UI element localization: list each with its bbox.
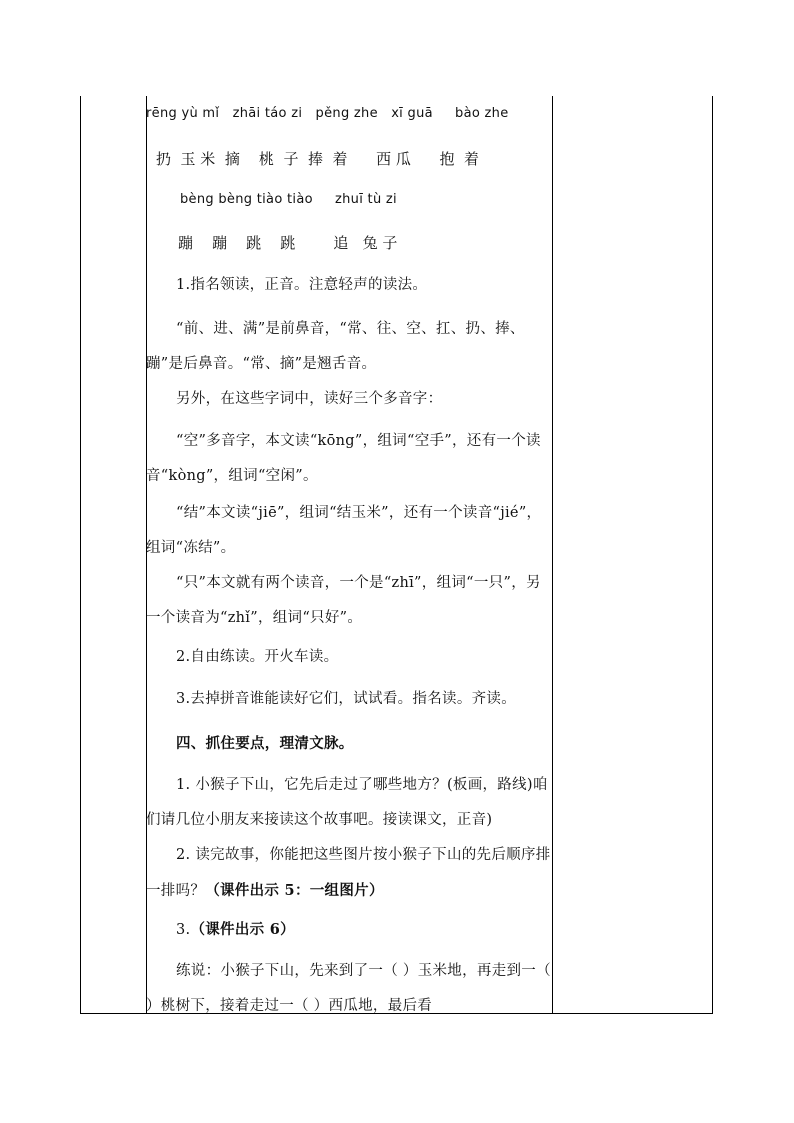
hanzi-row-1: 扔 玉 米 摘 桃 子 捧 着 西 瓜 抱 着 (156, 150, 480, 168)
paragraph-10-text: 2. 读完故事，你能把这些图片按小猴子下山的先后顺序排一排吗？ (146, 847, 551, 899)
paragraph-9: 1. 小猴子下山，它先后走过了哪些地方？(板画，路线)咱们请几位小朋友来接读这个故事吧。接读课文，正音) (146, 777, 548, 828)
table-border-right (712, 96, 713, 1014)
pinyin-row-1: rēng yù mǐ zhāi táo zi pěng zhe xī guā bào zhe (146, 106, 509, 121)
hanzi-row-2: 蹦 蹦 跳 跳 追 兔 子 (178, 234, 398, 252)
paragraph-11-number: 3. (176, 922, 191, 938)
paragraph-1: 1.指名领读，正音。注意轻声的读法。 (176, 277, 428, 293)
paragraph-6: “只”本文就有两个读音，一个是“zhī”，组词“一只”，另一个读音为“zhǐ”，组词“只好”。 (146, 575, 541, 626)
paragraph-12: 练说：小猴子下山，先来到了一（ ）玉米地，再走到一（ ）桃树下，接着走过一（ ）西瓜地，最后看 (146, 963, 551, 1014)
paragraph-11-courseware-note: （课件出示 6） (190, 921, 295, 938)
pinyin-row-2: bèng bèng tiào tiào zhuī tù zi (180, 192, 397, 207)
paragraph-10-courseware-note: （课件出示 5：一组图片） (205, 882, 384, 899)
paragraph-11 (146, 912, 552, 948)
table-column-divider-right (552, 96, 553, 1014)
paragraph-7: 2.自由练读。开火车读。 (176, 649, 339, 665)
paragraph-4: “空”多音字，本文读“kōng”，组词“空手”，还有一个读音“kòng”，组词“空闲”。 (146, 433, 541, 484)
paragraph-10 (146, 838, 552, 909)
paragraph-2: “前、进、满”是前鼻音，“常、往、空、扛、扔、捧、蹦”是后鼻音。“常、摘”是翘舌音。 (146, 321, 525, 372)
section-heading-4: 四、抓住要点，理清文脉。 (176, 735, 354, 752)
paragraph-8: 3.去掉拼音谁能读好它们，试试看。指名读。齐读。 (176, 691, 517, 707)
paragraph-5: “结”本文读“jiē”，组词“结玉米”，还有一个读音“jié”，组词“冻结”。 (146, 505, 542, 556)
table-border-left (80, 96, 81, 1014)
paragraph-3: 另外，在这些字词中，读好三个多音字： (176, 391, 443, 407)
